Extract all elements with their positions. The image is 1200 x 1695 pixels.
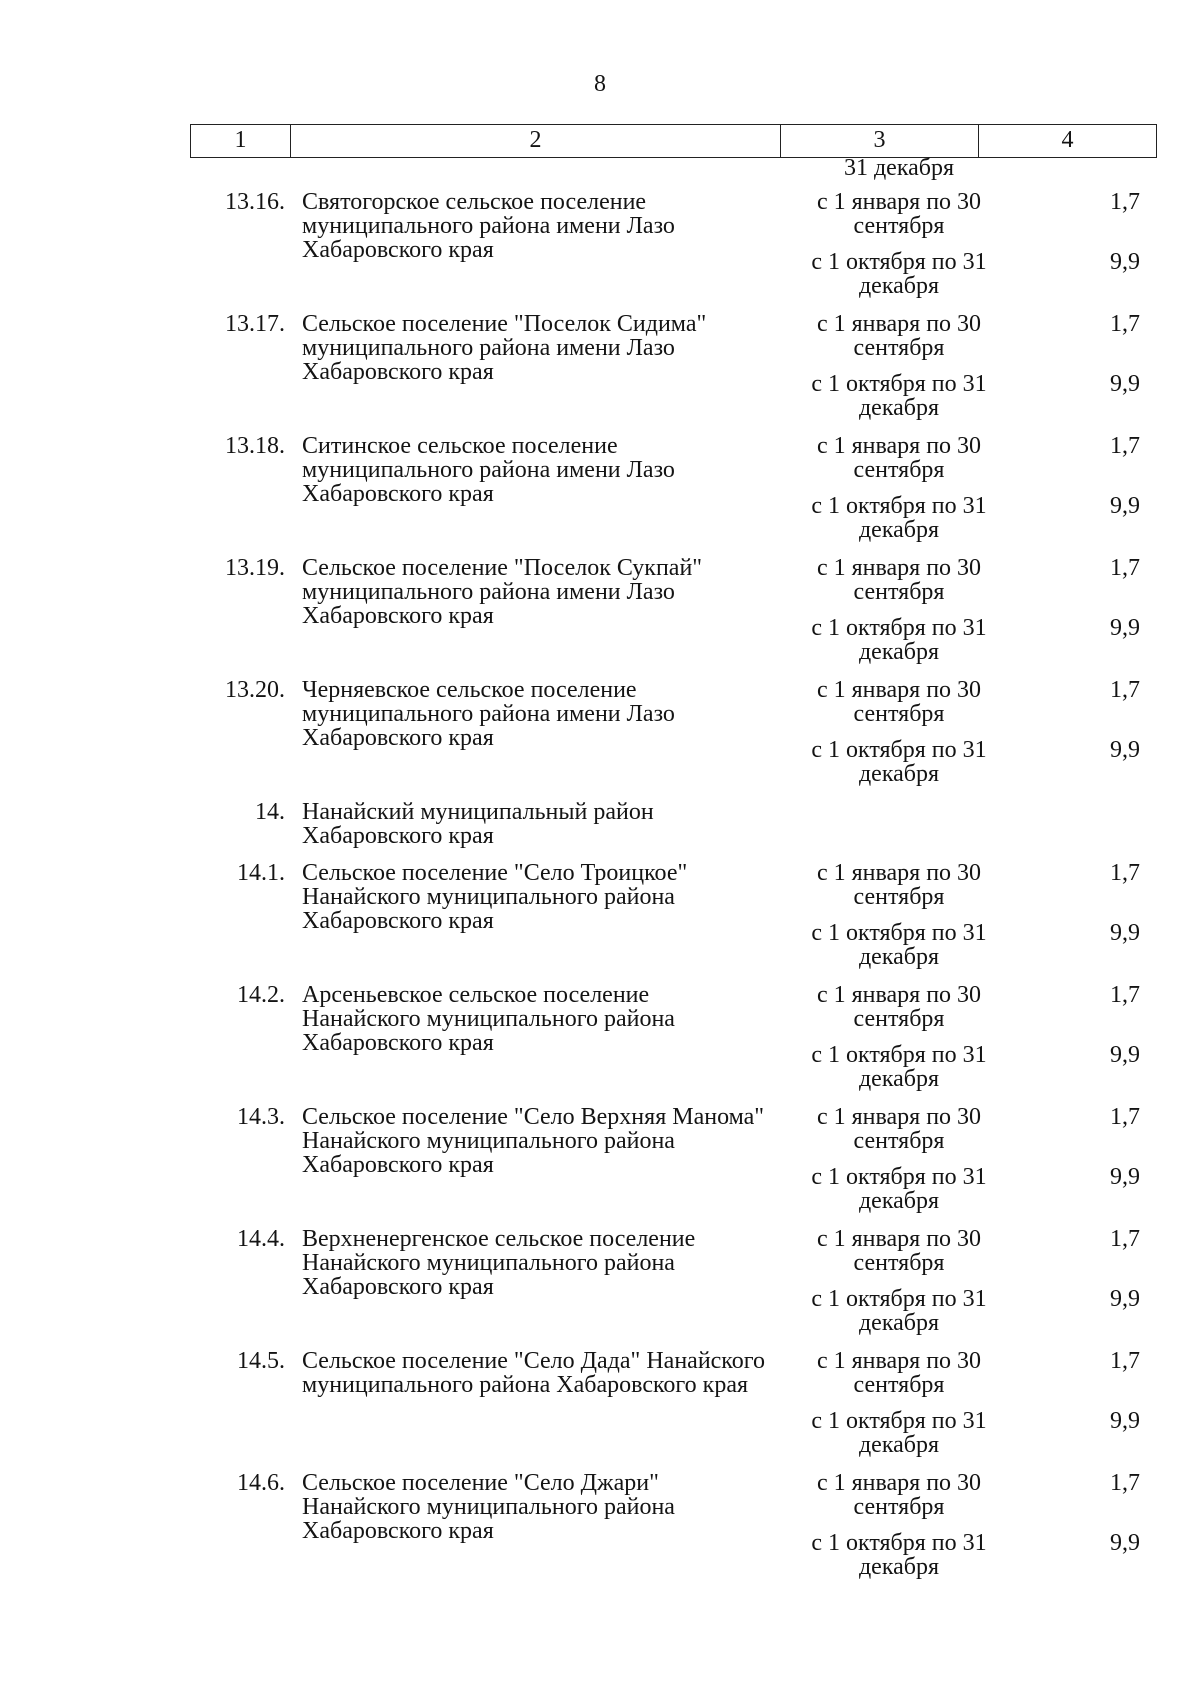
row-number: 13.20.: [225, 677, 285, 703]
row-number: 13.18.: [225, 433, 285, 459]
rate-first: 1,7: [1110, 311, 1140, 337]
period-second: с 1 октября по 31 декабря: [811, 371, 987, 421]
period-second: с 1 октября по 31 декабря: [811, 615, 987, 665]
settlement-name: Нанайский муниципальный район Хабаровского края: [302, 799, 654, 849]
settlement-name: Арсеньевское сельское поселение Нанайского муниципального района Хабаровского края: [302, 982, 675, 1056]
period-first: с 1 января по 30 сентября: [816, 982, 982, 1032]
period-second: с 1 октября по 31 декабря: [811, 920, 987, 970]
rate-second: 9,9: [1110, 920, 1140, 946]
period-second: с 1 октября по 31 декабря: [811, 1286, 987, 1336]
settlement-name: Сельское поселение "Поселок Сукпай" муниципального района имени Лазо Хабаровского края: [302, 555, 703, 629]
settlement-name: Сельское поселение "Село Троицкое" Нанайского муниципального района Хабаровского края: [302, 860, 688, 934]
period-first: с 1 января по 30 сентября: [816, 1348, 982, 1398]
table-row: [190, 1349, 1157, 1471]
period-second: с 1 октября по 31 декабря: [811, 1408, 987, 1458]
rate-first: 1,7: [1110, 433, 1140, 459]
header-col-1: 1: [191, 125, 291, 157]
row-number: 14.3.: [237, 1104, 285, 1130]
period-first: с 1 января по 30 сентября: [816, 555, 982, 605]
header-col-2: 2: [291, 125, 781, 157]
table-row: [190, 434, 1157, 556]
rate-second: 9,9: [1110, 1408, 1140, 1434]
table-row: [190, 800, 1157, 861]
row-number: 13.19.: [225, 555, 285, 581]
rate-first: 1,7: [1110, 1348, 1140, 1374]
rate-first: 1,7: [1110, 1104, 1140, 1130]
page-number: 8: [594, 71, 606, 97]
period-second: с 1 октября по 31 декабря: [811, 493, 987, 543]
continued-period: 31 декабря: [843, 155, 955, 181]
table-row: [190, 1227, 1157, 1349]
table-row: [190, 983, 1157, 1105]
rate-first: 1,7: [1110, 555, 1140, 581]
period-first: с 1 января по 30 сентября: [816, 1104, 982, 1154]
settlement-name: Ситинское сельское поселение муниципального района имени Лазо Хабаровского края: [302, 433, 675, 507]
period-second: с 1 октября по 31 декабря: [811, 1530, 987, 1580]
header-col-3: 3: [781, 125, 979, 157]
rate-first: 1,7: [1110, 982, 1140, 1008]
period-first: с 1 января по 30 сентября: [816, 433, 982, 483]
row-number: 14.6.: [237, 1470, 285, 1496]
header-col-4: 4: [1061, 127, 1074, 153]
rate-second: 9,9: [1110, 371, 1140, 397]
rate-first: 1,7: [1110, 860, 1140, 886]
table-row: [190, 1105, 1157, 1227]
period-second: с 1 октября по 31 декабря: [811, 1042, 987, 1092]
period-first: с 1 января по 30 сентября: [816, 860, 982, 910]
rate-second: 9,9: [1110, 1530, 1140, 1556]
period-first: с 1 января по 30 сентября: [816, 1470, 982, 1520]
settlement-name: Сельское поселение "Село Джари" Нанайского муниципального района Хабаровского края: [302, 1470, 675, 1544]
period-first: с 1 января по 30 сентября: [816, 189, 982, 239]
period-second: с 1 октября по 31 декабря: [811, 737, 987, 787]
rate-second: 9,9: [1110, 493, 1140, 519]
table-body: [190, 190, 1157, 1593]
row-number: 14.2.: [237, 982, 285, 1008]
rate-second: 9,9: [1110, 1286, 1140, 1312]
period-first: с 1 января по 30 сентября: [816, 1226, 982, 1276]
rate-second: 9,9: [1110, 249, 1140, 275]
table-header: [190, 124, 1157, 158]
table-row: [190, 678, 1157, 800]
settlement-name: Сельское поселение "Село Верхняя Манома" Нанайского муниципального района Хабаровского края: [302, 1104, 765, 1178]
settlement-name: Черняевское сельское поселение муниципального района имени Лазо Хабаровского края: [302, 677, 675, 751]
table-row: [190, 312, 1157, 434]
table-row: [190, 1471, 1157, 1593]
rate-second: 9,9: [1110, 1164, 1140, 1190]
row-number: 14.4.: [237, 1226, 285, 1252]
settlement-name: Святогорское сельское поселение муниципального района имени Лазо Хабаровского края: [302, 189, 675, 263]
settlement-name: Верхненергенское сельское поселение Нанайского муниципального района Хабаровского края: [302, 1226, 696, 1300]
row-number: 14.: [255, 799, 285, 825]
row-number: 13.16.: [225, 189, 285, 215]
rate-second: 9,9: [1110, 615, 1140, 641]
rate-second: 9,9: [1110, 737, 1140, 763]
rate-first: 1,7: [1110, 189, 1140, 215]
settlement-name: Сельское поселение "Поселок Сидима" муниципального района имени Лазо Хабаровского края: [302, 311, 707, 385]
row-number: 14.5.: [237, 1348, 285, 1374]
period-second: с 1 октября по 31 декабря: [811, 1164, 987, 1214]
row-number: 13.17.: [225, 311, 285, 337]
row-number: 14.1.: [237, 860, 285, 886]
rate-first: 1,7: [1110, 1470, 1140, 1496]
period-first: с 1 января по 30 сентября: [816, 311, 982, 361]
period-second: с 1 октября по 31 декабря: [811, 249, 987, 299]
table-row: [190, 190, 1157, 312]
rate-second: 9,9: [1110, 1042, 1140, 1068]
period-first: с 1 января по 30 сентября: [816, 677, 982, 727]
table-row: [190, 861, 1157, 983]
rate-first: 1,7: [1110, 677, 1140, 703]
table-row: [190, 556, 1157, 678]
settlement-name: Сельское поселение "Село Дада" Нанайского муниципального района Хабаровского края: [302, 1348, 765, 1398]
rate-first: 1,7: [1110, 1226, 1140, 1252]
